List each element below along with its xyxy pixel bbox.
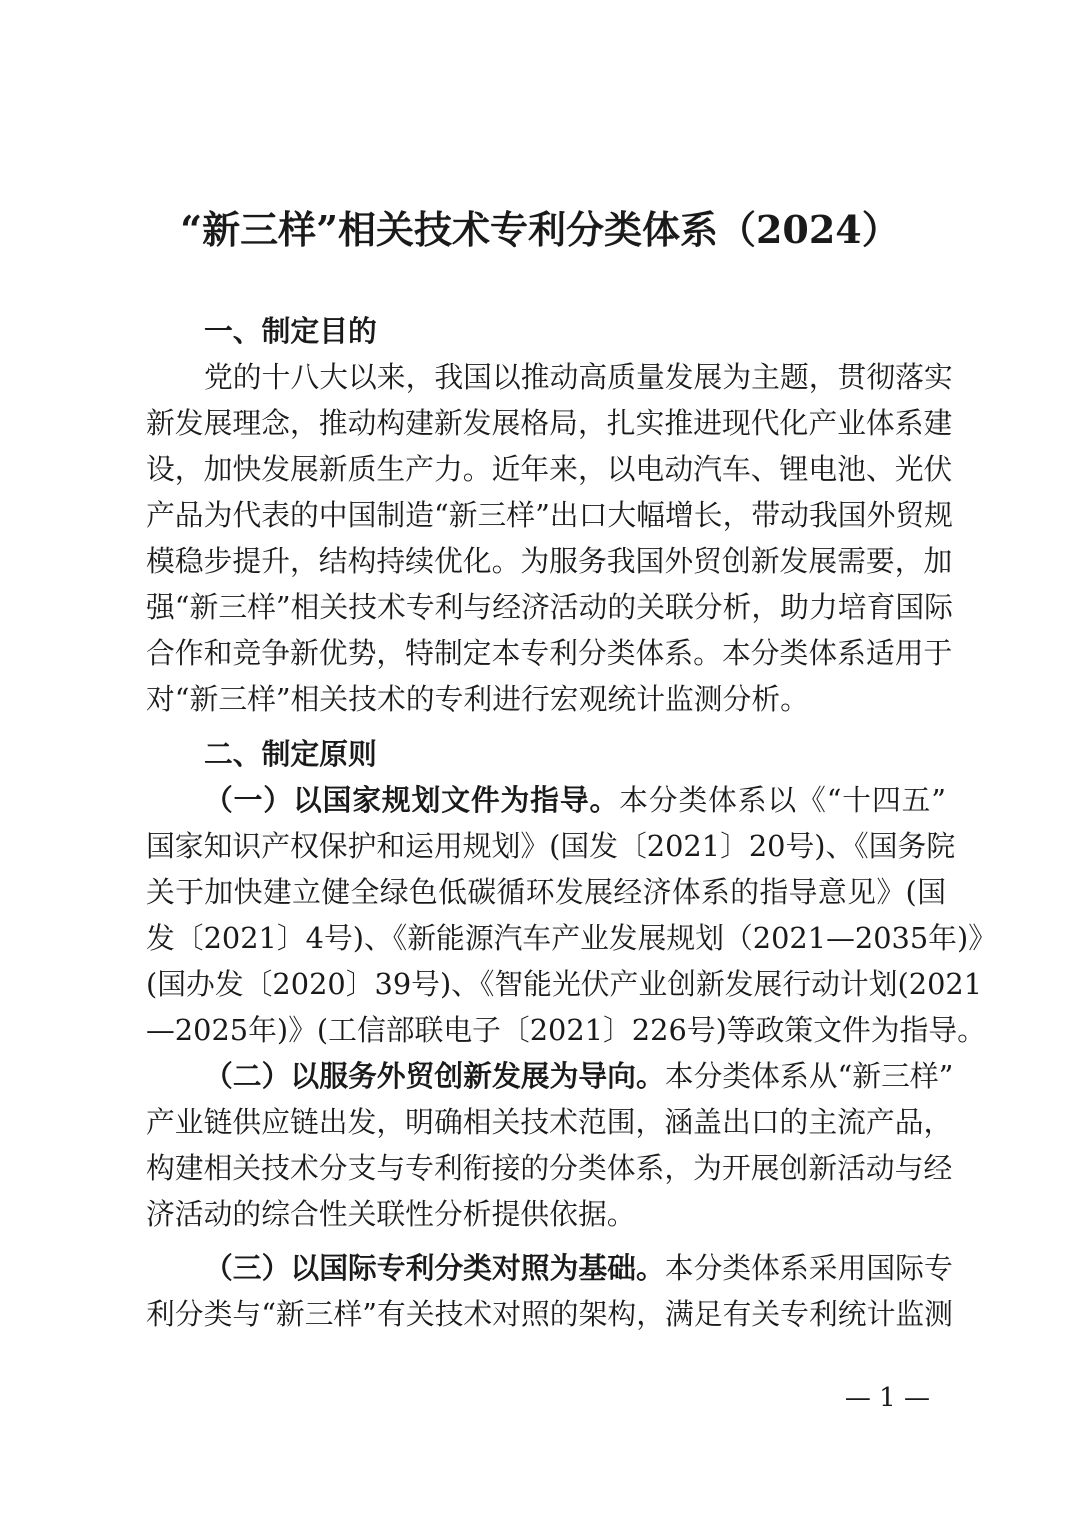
paragraph-line [204, 1245, 953, 1291]
paragraph-line [204, 777, 946, 823]
principle-3-heading: （三）以国际专利分类对照为基础。 [204, 1251, 665, 1285]
paragraph-line: 利分类与“新三样”有关技术对照的架构，满足有关专利统计监测 [146, 1297, 953, 1331]
paragraph-line: 国家知识产权保护和运用规划》(国发〔2021〕20号)、《国务院 [146, 829, 956, 863]
paragraph-line: 构建相关技术分支与专利衔接的分类体系，为开展创新活动与经 [146, 1151, 953, 1185]
paragraph-line: 产品为代表的中国制造“新三样”出口大幅增长，带动我国外贸规 [146, 498, 953, 532]
principle-2-heading: （二）以服务外贸创新发展为导向。 [204, 1059, 665, 1093]
paragraph-line [204, 1053, 954, 1099]
paragraph-line: 对“新三样”相关技术的专利进行宏观统计监测分析。 [146, 682, 809, 716]
paragraph-line: 关于加快建立健全绿色低碳循环发展经济体系的指导意见》(国 [146, 875, 946, 909]
principle-1-heading: （一）以国家规划文件为指导。 [204, 783, 620, 817]
paragraph-line: —2025年)》(工信部联电子〔2021〕226号)等政策文件为指导。 [146, 1013, 986, 1047]
paragraph-line: 模稳步提升，结构持续优化。为服务我国外贸创新发展需要，加 [146, 544, 953, 578]
principle-3-text: 本分类体系采用国际专 [664, 1251, 953, 1285]
paragraph-line: 党的十八大以来，我国以推动高质量发展为主题，贯彻落实 [204, 360, 953, 394]
section-heading-purpose: 一、制定目的 [204, 314, 377, 348]
paragraph-line: 新发展理念，推动构建新发展格局，扎实推进现代化产业体系建 [146, 406, 953, 440]
paragraph-line: (国办发〔2020〕39号)、《智能光伏产业创新发展行动计划(2021 [146, 967, 983, 1001]
paragraph-line: 合作和竞争新优势，特制定本专利分类体系。本分类体系适用于 [146, 636, 953, 670]
paragraph-line: 产业链供应链出发，明确相关技术范围，涵盖出口的主流产品， [146, 1105, 953, 1139]
paragraph-line: 济活动的综合性关联性分析提供依据。 [146, 1197, 636, 1231]
paragraph-line: 设，加快发展新质生产力。近年来，以电动汽车、锂电池、光伏 [146, 452, 953, 486]
document-title: “新三样”相关技术专利分类体系（2024） [180, 207, 900, 252]
section-heading-principles: 二、制定原则 [204, 737, 377, 771]
principle-1-text: 本分类体系以《“十四五” [619, 783, 946, 817]
principle-2-text: 本分类体系从“新三样” [664, 1059, 954, 1093]
paragraph-line: 强“新三样”相关技术专利与经济活动的关联分析，助力培育国际 [146, 590, 953, 624]
page-number: — 1 — [844, 1383, 930, 1413]
paragraph-line: 发〔2021〕4号)、《新能源汽车产业发展规划（2021—2035年)》 [146, 921, 997, 955]
